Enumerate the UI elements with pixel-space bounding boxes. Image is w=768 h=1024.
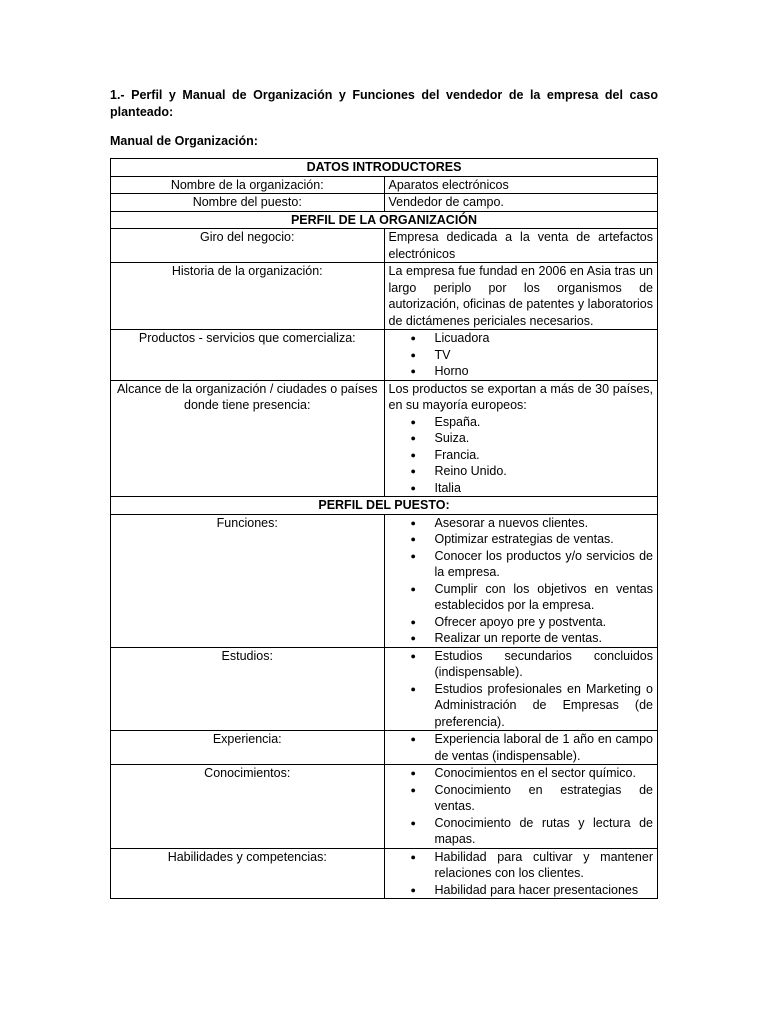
table-row [111, 194, 658, 212]
list-item: ● Asesorar a nuevos clientes. [435, 515, 654, 532]
list-item: ● Habilidad para cultivar y mantener relaciones con los clientes. [435, 849, 654, 882]
products-list [389, 330, 654, 380]
experience-cell [384, 731, 658, 765]
list-item: ● Horno [435, 363, 654, 380]
list-item: ● Estudios secundarios concluidos (indispensable). [435, 648, 654, 681]
list-item: ● Francia. [435, 447, 654, 464]
business-value: Empresa dedicada a la venta de artefactos electrónicos [384, 229, 658, 263]
org-name-label: Nombre de la organización: [111, 176, 385, 194]
table-row [111, 330, 658, 381]
list-item: ● Italia [435, 480, 654, 497]
list-item: ● TV [435, 347, 654, 364]
section-row [111, 159, 658, 177]
table-row [111, 176, 658, 194]
list-item: ● Conocimiento de rutas y lectura de mapas. [435, 815, 654, 848]
list-item: ● Optimizar estrategias de ventas. [435, 531, 654, 548]
scope-label: Alcance de la organización / ciudades o países donde tiene presencia: [111, 380, 385, 497]
table-row [111, 765, 658, 849]
table-row [111, 731, 658, 765]
list-item: ● Conocimiento en estrategias de ventas. [435, 782, 654, 815]
table-row [111, 229, 658, 263]
org-name-value: Aparatos electrónicos [384, 176, 658, 194]
skills-cell [384, 848, 658, 899]
knowledge-cell [384, 765, 658, 849]
manual-subheading: Manual de Organización: [110, 134, 258, 148]
knowledge-label: Conocimientos: [111, 765, 385, 849]
list-item: ● Conocer los productos y/o servicios de la empresa. [435, 548, 654, 581]
scope-intro: Los productos se exportan a más de 30 países, en su mayoría europeos: [388, 381, 653, 412]
list-item: ● España. [435, 414, 654, 431]
functions-label: Funciones: [111, 514, 385, 647]
business-label: Giro del negocio: [111, 229, 385, 263]
table-row [111, 514, 658, 647]
section-org-profile-header: PERFIL DE LA ORGANIZACIÓN [111, 211, 658, 229]
products-label: Productos - servicios que comercializa: [111, 330, 385, 381]
studies-cell [384, 647, 658, 731]
job-name-value: Vendedor de campo. [384, 194, 658, 212]
scope-cell [384, 380, 658, 497]
section-intro-header: DATOS INTRODUCTORES [111, 159, 658, 177]
list-item: ● Licuadora [435, 330, 654, 347]
list-item: ● Suiza. [435, 430, 654, 447]
functions-cell [384, 514, 658, 647]
studies-label: Estudios: [111, 647, 385, 731]
experience-list [389, 731, 654, 764]
list-item: ● Realizar un reporte de ventas. [435, 630, 654, 647]
document-heading: 1.- Perfil y Manual de Organización y Funciones del vendedor de la empresa del caso planteado: [110, 88, 658, 119]
functions-list [389, 515, 654, 647]
history-label: Historia de la organización: [111, 263, 385, 330]
list-item: ● Ofrecer apoyo pre y postventa. [435, 614, 654, 631]
section-job-profile-header: PERFIL DEL PUESTO: [111, 497, 658, 515]
studies-list [389, 648, 654, 731]
section-row [111, 497, 658, 515]
list-item: ● Habilidad para hacer presentaciones [435, 882, 654, 899]
table-row [111, 380, 658, 497]
list-item: ● Experiencia laboral de 1 año en campo de ventas (indispensable). [435, 731, 654, 764]
history-value: La empresa fue fundad en 2006 en Asia tras un largo periplo por los organismos de autorización, oficinas de patentes y laboratorios de dictámenes periciales necesarios. [384, 263, 658, 330]
skills-list [389, 849, 654, 899]
products-cell [384, 330, 658, 381]
table-row [111, 647, 658, 731]
list-item: ● Estudios profesionales en Marketing o Administración de Empresas (de preferencia). [435, 681, 654, 731]
skills-label: Habilidades y competencias: [111, 848, 385, 899]
knowledge-list [389, 765, 654, 848]
list-item: ● Cumplir con los objetivos en ventas establecidos por la empresa. [435, 581, 654, 614]
list-item: ● Conocimientos en el sector químico. [435, 765, 654, 782]
job-name-label: Nombre del puesto: [111, 194, 385, 212]
experience-label: Experiencia: [111, 731, 385, 765]
section-row [111, 211, 658, 229]
table-row [111, 263, 658, 330]
organization-manual-table [110, 158, 658, 899]
countries-list [389, 414, 654, 497]
list-item: ● Reino Unido. [435, 463, 654, 480]
table-row [111, 848, 658, 899]
